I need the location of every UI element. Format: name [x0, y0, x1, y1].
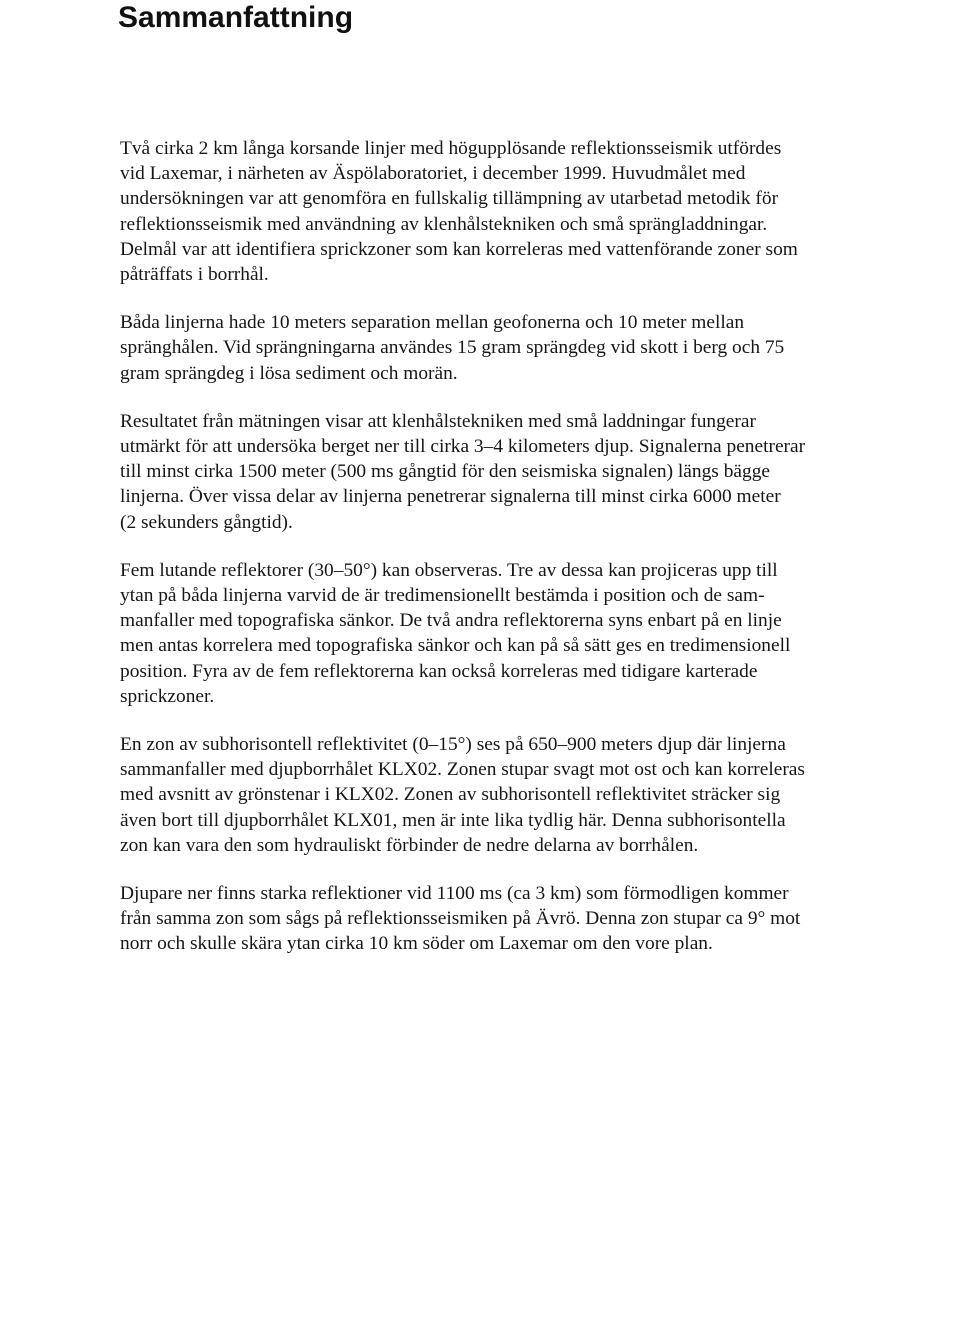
paragraph-deep-reflections	[120, 881, 910, 957]
text-line: med avsnitt av grönstenar i KLX02. Zonen av subhorisontell reflektivitet sträcker sig	[120, 784, 781, 806]
text-line: gram sprängdeg i lösa sediment och morän.	[120, 362, 458, 384]
text-line: Båda linjerna hade 10 meters separation mellan geofonerna och 10 meter mellan	[120, 312, 745, 334]
text-line: men antas korrelera med topografiska sänkor och kan på så sätt ges en tredimensionell	[120, 635, 791, 657]
page-title: Sammanfattning	[118, 1, 354, 34]
text-line: position. Fyra av de fem reflektorerna kan också korreleras med tidigare karterade	[120, 660, 758, 682]
text-line: från samma zon som sågs på reflektionsseismiken på Ävrö. Denna zon stupar ca 9° mot	[120, 908, 801, 930]
text-line: linjerna. Över vissa delar av linjerna penetrerar signalerna till minst cirka 6000 meter	[120, 486, 781, 508]
text-line: påträffats i borrhål.	[120, 264, 269, 286]
text-line: Två cirka 2 km långa korsande linjer med högupplösande reflektionsseismik utfördes	[120, 138, 782, 159]
text-line: Delmål var att identifiera sprickzoner som kan korreleras med vattenförande zoner som	[120, 238, 798, 260]
text-line: norr och skulle skära ytan cirka 10 km söder om Laxemar om den vore plan.	[120, 933, 713, 955]
document-body	[120, 136, 910, 980]
text-line: sprickzoner.	[120, 685, 215, 707]
text-line: till minst cirka 1500 meter (500 ms gångtid för den seismiska signalen) längs bägge	[120, 461, 770, 483]
text-line: zon kan vara den som hydrauliskt förbinder de nedre delarna av borrhålen.	[120, 834, 699, 856]
text-line: reflektionsseismik med användning av klenhålstekniken och små sprängladdningar.	[120, 213, 768, 235]
text-line: Djupare ner finns starka reflektioner vid 1100 ms (ca 3 km) som förmodligen kommer	[120, 883, 789, 905]
paragraph-intro	[120, 136, 910, 287]
text-line: vid Laxemar, i närheten av Äspölaboratoriet, i december 1999. Huvudmålet med	[120, 163, 746, 185]
paragraph-subhorizontal-zone	[120, 732, 910, 858]
paragraph-geometry	[120, 310, 910, 386]
text-line: spränghålen. Vid sprängningarna användes 15 gram sprängdeg vid skott i berg och 75	[120, 337, 785, 359]
text-line: En zon av subhorisontell reflektivitet (0–15°) ses på 650–900 meters djup där linjerna	[120, 734, 786, 756]
text-line: manfaller med topografiska sänkor. De två andra reflektorerna syns enbart på en linje	[120, 610, 782, 632]
paragraph-results	[120, 409, 910, 535]
text-line: (2 sekunders gångtid).	[120, 511, 293, 533]
text-line: även bort till djupborrhålet KLX01, men är inte lika tydlig här. Denna subhorisontella	[120, 809, 786, 831]
text-line: utmärkt för att undersöka berget ner till cirka 3–4 kilometers djup. Signalerna penetrerar	[120, 436, 806, 458]
text-line: Resultatet från mätningen visar att klenhålstekniken med små laddningar fungerar	[120, 410, 756, 432]
text-line: sammanfaller med djupborrhålet KLX02. Zonen stupar svagt mot ost och kan korreleras	[120, 759, 805, 781]
paragraph-reflectors	[120, 558, 910, 709]
text-line: undersökningen var att genomföra en fullskalig tillämpning av utarbetad metodik för	[120, 188, 779, 210]
text-line: ytan på båda linjerna varvid de är tredimensionellt bestämda i position och de sam-	[120, 585, 765, 607]
text-line: Fem lutande reflektorer (30–50°) kan observeras. Tre av dessa kan projiceras upp till	[120, 559, 778, 581]
